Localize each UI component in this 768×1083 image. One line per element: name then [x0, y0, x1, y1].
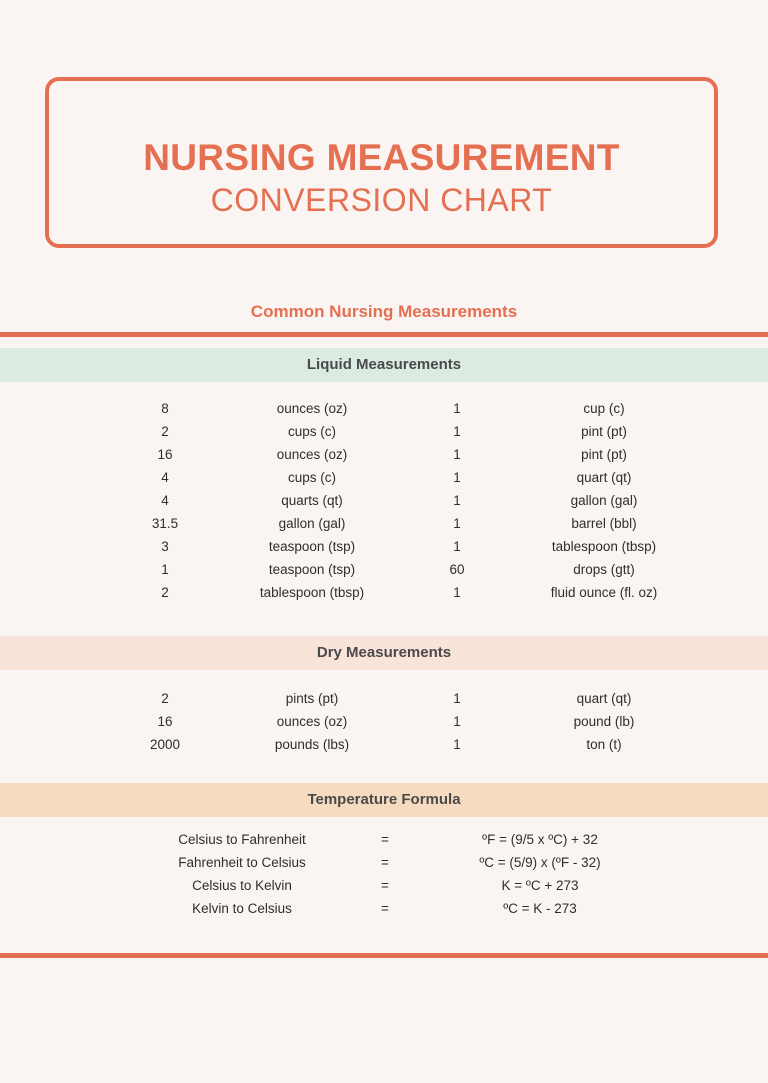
qty: 16 — [157, 447, 173, 462]
eq-qty: 1 — [453, 539, 461, 554]
formula: K = ºC + 273 — [501, 878, 579, 893]
dry-table — [0, 688, 768, 757]
qty: 3 — [161, 539, 169, 554]
unit: teaspoon (tsp) — [268, 562, 356, 577]
equals-sign: = — [381, 832, 389, 847]
table-row — [0, 559, 768, 582]
unit: quarts (qt) — [281, 493, 343, 508]
table-row — [0, 582, 768, 605]
temperature-heading: Temperature Formula — [0, 783, 768, 817]
table-row — [0, 688, 768, 711]
unit: cups (c) — [287, 470, 336, 485]
table-row — [0, 513, 768, 536]
eq-unit: quart (qt) — [576, 470, 632, 485]
unit: tablespoon (tbsp) — [259, 585, 365, 600]
qty: 8 — [161, 401, 169, 416]
qty: 1 — [161, 562, 169, 577]
eq-qty: 1 — [453, 585, 461, 600]
table-row — [0, 467, 768, 490]
eq-unit: quart (qt) — [576, 691, 632, 706]
conversion-label: Celsius to Kelvin — [192, 878, 292, 893]
qty: 2 — [161, 691, 169, 706]
unit: cups (c) — [287, 424, 336, 439]
eq-unit: barrel (bbl) — [571, 516, 637, 531]
eq-unit: gallon (gal) — [570, 493, 638, 508]
table-row — [0, 490, 768, 513]
eq-unit: drops (gtt) — [573, 562, 635, 577]
equals-sign: = — [381, 901, 389, 916]
equals-sign: = — [381, 878, 389, 893]
unit: ounces (oz) — [276, 401, 348, 416]
table-row — [0, 536, 768, 559]
unit: ounces (oz) — [276, 447, 348, 462]
formula: ºC = (5/9) x (ºF - 32) — [479, 855, 601, 870]
eq-qty: 1 — [453, 691, 461, 706]
conversion-label: Kelvin to Celsius — [192, 901, 292, 916]
conversion-label: Celsius to Fahrenheit — [178, 832, 306, 847]
qty: 2000 — [149, 737, 181, 752]
eq-unit: pint (pt) — [581, 424, 627, 439]
qty: 4 — [161, 470, 169, 485]
unit: ounces (oz) — [276, 714, 348, 729]
eq-qty: 1 — [453, 401, 461, 416]
equals-sign: = — [381, 855, 389, 870]
eq-qty: 1 — [453, 447, 461, 462]
eq-qty: 60 — [449, 562, 465, 577]
unit: pints (pt) — [285, 691, 339, 706]
top-divider — [0, 332, 768, 337]
temperature-table — [0, 829, 768, 921]
conversion-label: Fahrenheit to Celsius — [178, 855, 306, 870]
formula-row — [0, 898, 768, 921]
formula-row — [0, 829, 768, 852]
qty: 16 — [157, 714, 173, 729]
unit: pounds (lbs) — [274, 737, 350, 752]
qty: 2 — [161, 585, 169, 600]
eq-unit: pound (lb) — [573, 714, 635, 729]
qty: 2 — [161, 424, 169, 439]
liquid-heading: Liquid Measurements — [0, 348, 768, 382]
table-row — [0, 734, 768, 757]
eq-unit: fluid ounce (fl. oz) — [550, 585, 658, 600]
section-title: Common Nursing Measurements — [250, 302, 518, 321]
table-row — [0, 421, 768, 444]
title-box — [45, 77, 718, 248]
eq-unit: ton (t) — [586, 737, 622, 752]
eq-qty: 1 — [453, 424, 461, 439]
table-row — [0, 398, 768, 421]
eq-unit: tablespoon (tbsp) — [551, 539, 657, 554]
dry-heading: Dry Measurements — [0, 636, 768, 670]
qty: 4 — [161, 493, 169, 508]
page-title: NURSING MEASUREMENT — [143, 137, 620, 178]
liquid-table — [0, 398, 768, 605]
eq-qty: 1 — [453, 516, 461, 531]
bottom-divider — [0, 953, 768, 958]
formula: ºC = K - 273 — [503, 901, 577, 916]
page-subtitle: CONVERSION CHART — [210, 182, 553, 218]
eq-qty: 1 — [453, 470, 461, 485]
eq-unit: pint (pt) — [581, 447, 627, 462]
eq-unit: cup (c) — [583, 401, 625, 416]
unit: teaspoon (tsp) — [268, 539, 356, 554]
eq-qty: 1 — [453, 714, 461, 729]
table-row — [0, 711, 768, 734]
eq-qty: 1 — [453, 493, 461, 508]
table-row — [0, 444, 768, 467]
formula-row — [0, 875, 768, 898]
unit: gallon (gal) — [278, 516, 346, 531]
qty: 31.5 — [151, 516, 179, 531]
formula-row — [0, 852, 768, 875]
formula: ºF = (9/5 x ºC) + 32 — [482, 832, 598, 847]
eq-qty: 1 — [453, 737, 461, 752]
